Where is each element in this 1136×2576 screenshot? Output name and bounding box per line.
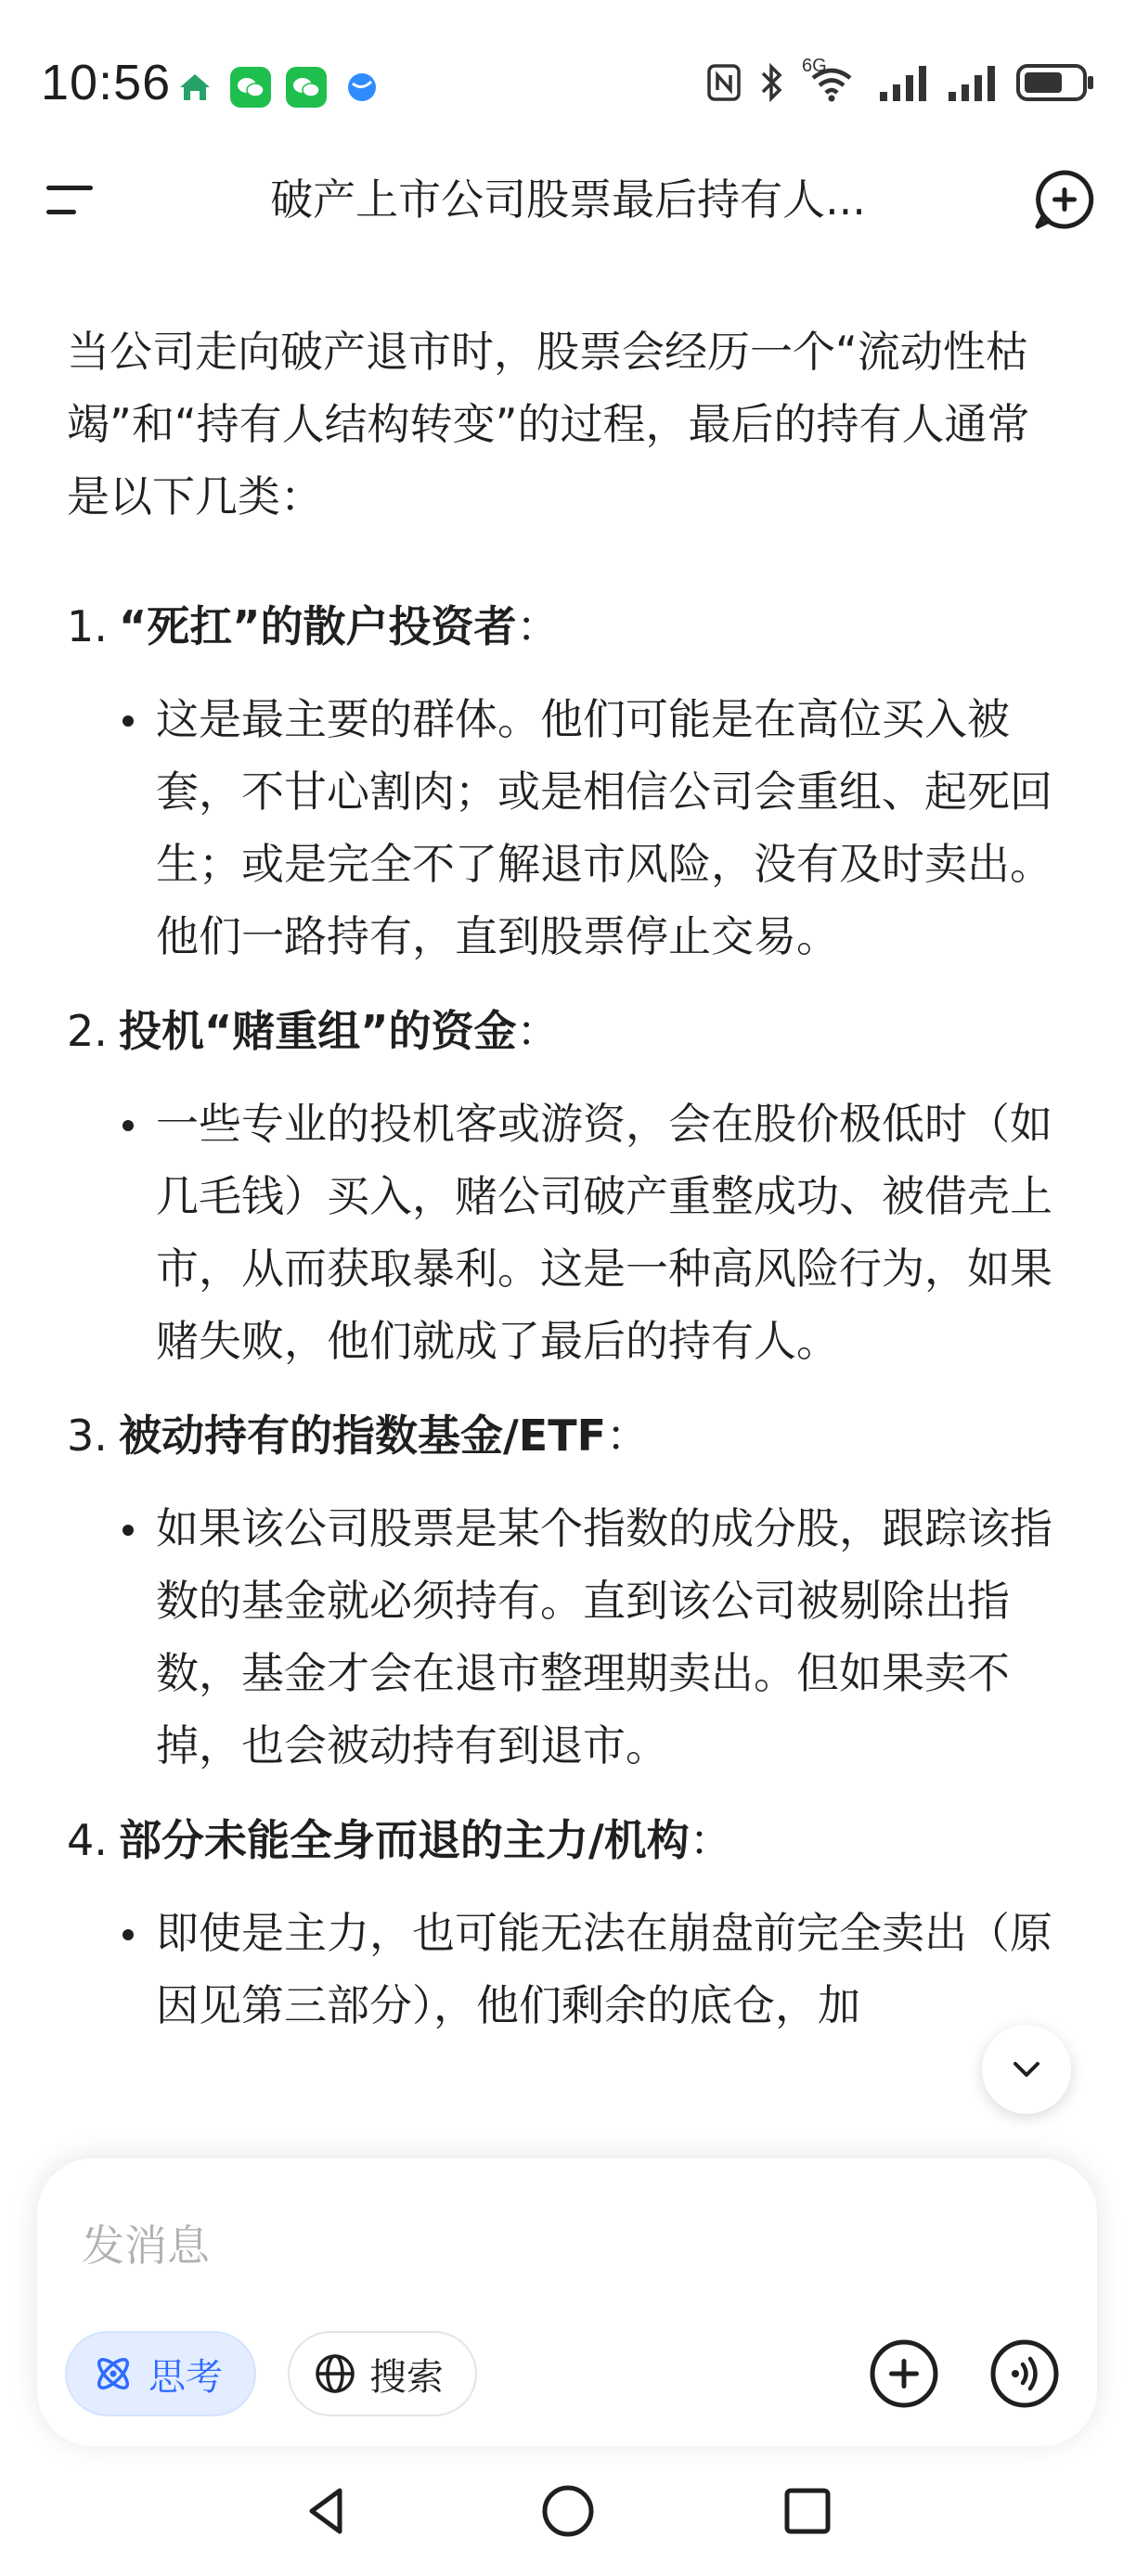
back-triangle-icon — [299, 2483, 355, 2539]
home-circle-icon — [538, 2481, 598, 2541]
bullet-marker — [67, 683, 156, 972]
recents-square-icon — [780, 2483, 835, 2539]
bullet-item — [67, 683, 1069, 972]
list-item-title: “死扛”的散户投资者 — [119, 601, 517, 651]
bullet-text: 即使是主力，也可能无法在崩盘前完全卖出（原因见第三部分），他们剩余的底仓，加 — [156, 1908, 1052, 2030]
house-app-icon — [174, 67, 215, 108]
list-number: 2. — [67, 1006, 108, 1056]
system-navigation-bar — [0, 2450, 1136, 2576]
list-item — [67, 1804, 1069, 2041]
signal-icon — [947, 64, 999, 101]
voice-call-button[interactable] — [984, 2333, 1065, 2415]
menu-button[interactable] — [43, 173, 104, 228]
bullet-item — [67, 1492, 1069, 1782]
list-item-suffix: ： — [516, 1006, 560, 1056]
message-input[interactable]: 发消息 — [82, 2221, 210, 2271]
list-number: 3. — [67, 1410, 108, 1461]
list-item-suffix: ： — [689, 1815, 732, 1865]
nfc-icon — [705, 62, 742, 103]
list-item-title: 投机“赌重组”的资金 — [119, 1006, 517, 1056]
wifi-icon — [802, 56, 861, 104]
list-item-suffix: ： — [606, 1410, 650, 1461]
bullet-text: 一些专业的投机客或游资，会在股价极低时（如几毛钱）买入，赌公司破产重整成功、被借壳上市，从而获取暴利。这是一种高风险行为，如果赌失败，他们就成了最后的持有人。 — [156, 1099, 1052, 1366]
search-label: 搜索 — [369, 2355, 444, 2399]
nav-home-button[interactable] — [531, 2474, 605, 2548]
voice-icon — [988, 2337, 1062, 2411]
message-intro: 当公司走向破产退市时，股票会经历一个“流动性枯竭”和“持有人结构转变”的过程，最后的持有人通常是以下几类： — [67, 327, 1030, 522]
list-item — [67, 1399, 1069, 1782]
list-item-suffix: ： — [516, 601, 560, 651]
list-item-title: 部分未能全身而退的主力/机构 — [119, 1815, 690, 1865]
battery-icon — [1015, 62, 1095, 103]
menu-icon — [43, 173, 104, 228]
status-bar — [0, 0, 1136, 167]
list-item-heading — [67, 1804, 1069, 1876]
bullet-text: 这是最主要的群体。他们可能是在高位买入被套，不甘心割肉；或是相信公司会重组、起死回生；或是完全不了解退市风险，没有及时卖出。他们一路持有，直到股票停止交易。 — [156, 694, 1052, 961]
wechat-icon — [286, 67, 327, 108]
chevron-down-icon — [1008, 2051, 1045, 2088]
list-number: 4. — [67, 1815, 108, 1865]
assistant-message — [67, 316, 1069, 2153]
list-item-heading — [67, 1399, 1069, 1472]
bullet-text: 如果该公司股票是某个指数的成分股，跟踪该指数的基金就必须持有。直到该公司被剔除出指数，基金才会在退市整理期卖出。但如果卖不掉，也会被动持有到退市。 — [156, 1503, 1052, 1771]
new-chat-icon — [1032, 167, 1097, 232]
status-time: 10:56 — [41, 55, 172, 110]
wechat-icon — [230, 67, 271, 108]
list-item — [67, 590, 1069, 972]
think-toggle-button[interactable] — [65, 2331, 256, 2416]
browser-icon — [342, 67, 382, 108]
bullet-marker — [67, 1492, 156, 1782]
search-toggle-button[interactable] — [288, 2331, 477, 2416]
bullet-item — [67, 1897, 1069, 2041]
scroll-to-bottom-button[interactable] — [982, 2025, 1071, 2114]
bluetooth-icon — [759, 61, 785, 104]
message-composer — [37, 2158, 1097, 2446]
system-icons — [705, 56, 1095, 104]
nav-recents-button[interactable] — [770, 2474, 845, 2548]
bullet-marker — [67, 1897, 156, 2041]
add-attachment-button[interactable] — [863, 2333, 945, 2415]
new-chat-button[interactable] — [1032, 167, 1097, 232]
list-item-heading — [67, 995, 1069, 1067]
list-number: 1. — [67, 601, 108, 651]
signal-icon — [878, 64, 930, 101]
globe-icon — [314, 2352, 356, 2395]
plus-circle-icon — [867, 2337, 941, 2411]
list-item-title: 被动持有的指数基金/ETF — [119, 1410, 607, 1461]
atom-icon — [91, 2351, 136, 2396]
bullet-marker — [67, 1088, 156, 1377]
think-label: 思考 — [148, 2355, 223, 2399]
list-item-heading — [67, 590, 1069, 663]
notification-icons — [174, 67, 382, 108]
nav-back-button[interactable] — [290, 2474, 364, 2548]
bullet-item — [67, 1088, 1069, 1377]
network-type-label: 6G — [802, 56, 827, 76]
chat-header — [0, 148, 1136, 251]
page-title: 破产上市公司股票最后持有人... — [270, 174, 866, 225]
list-item — [67, 995, 1069, 1377]
